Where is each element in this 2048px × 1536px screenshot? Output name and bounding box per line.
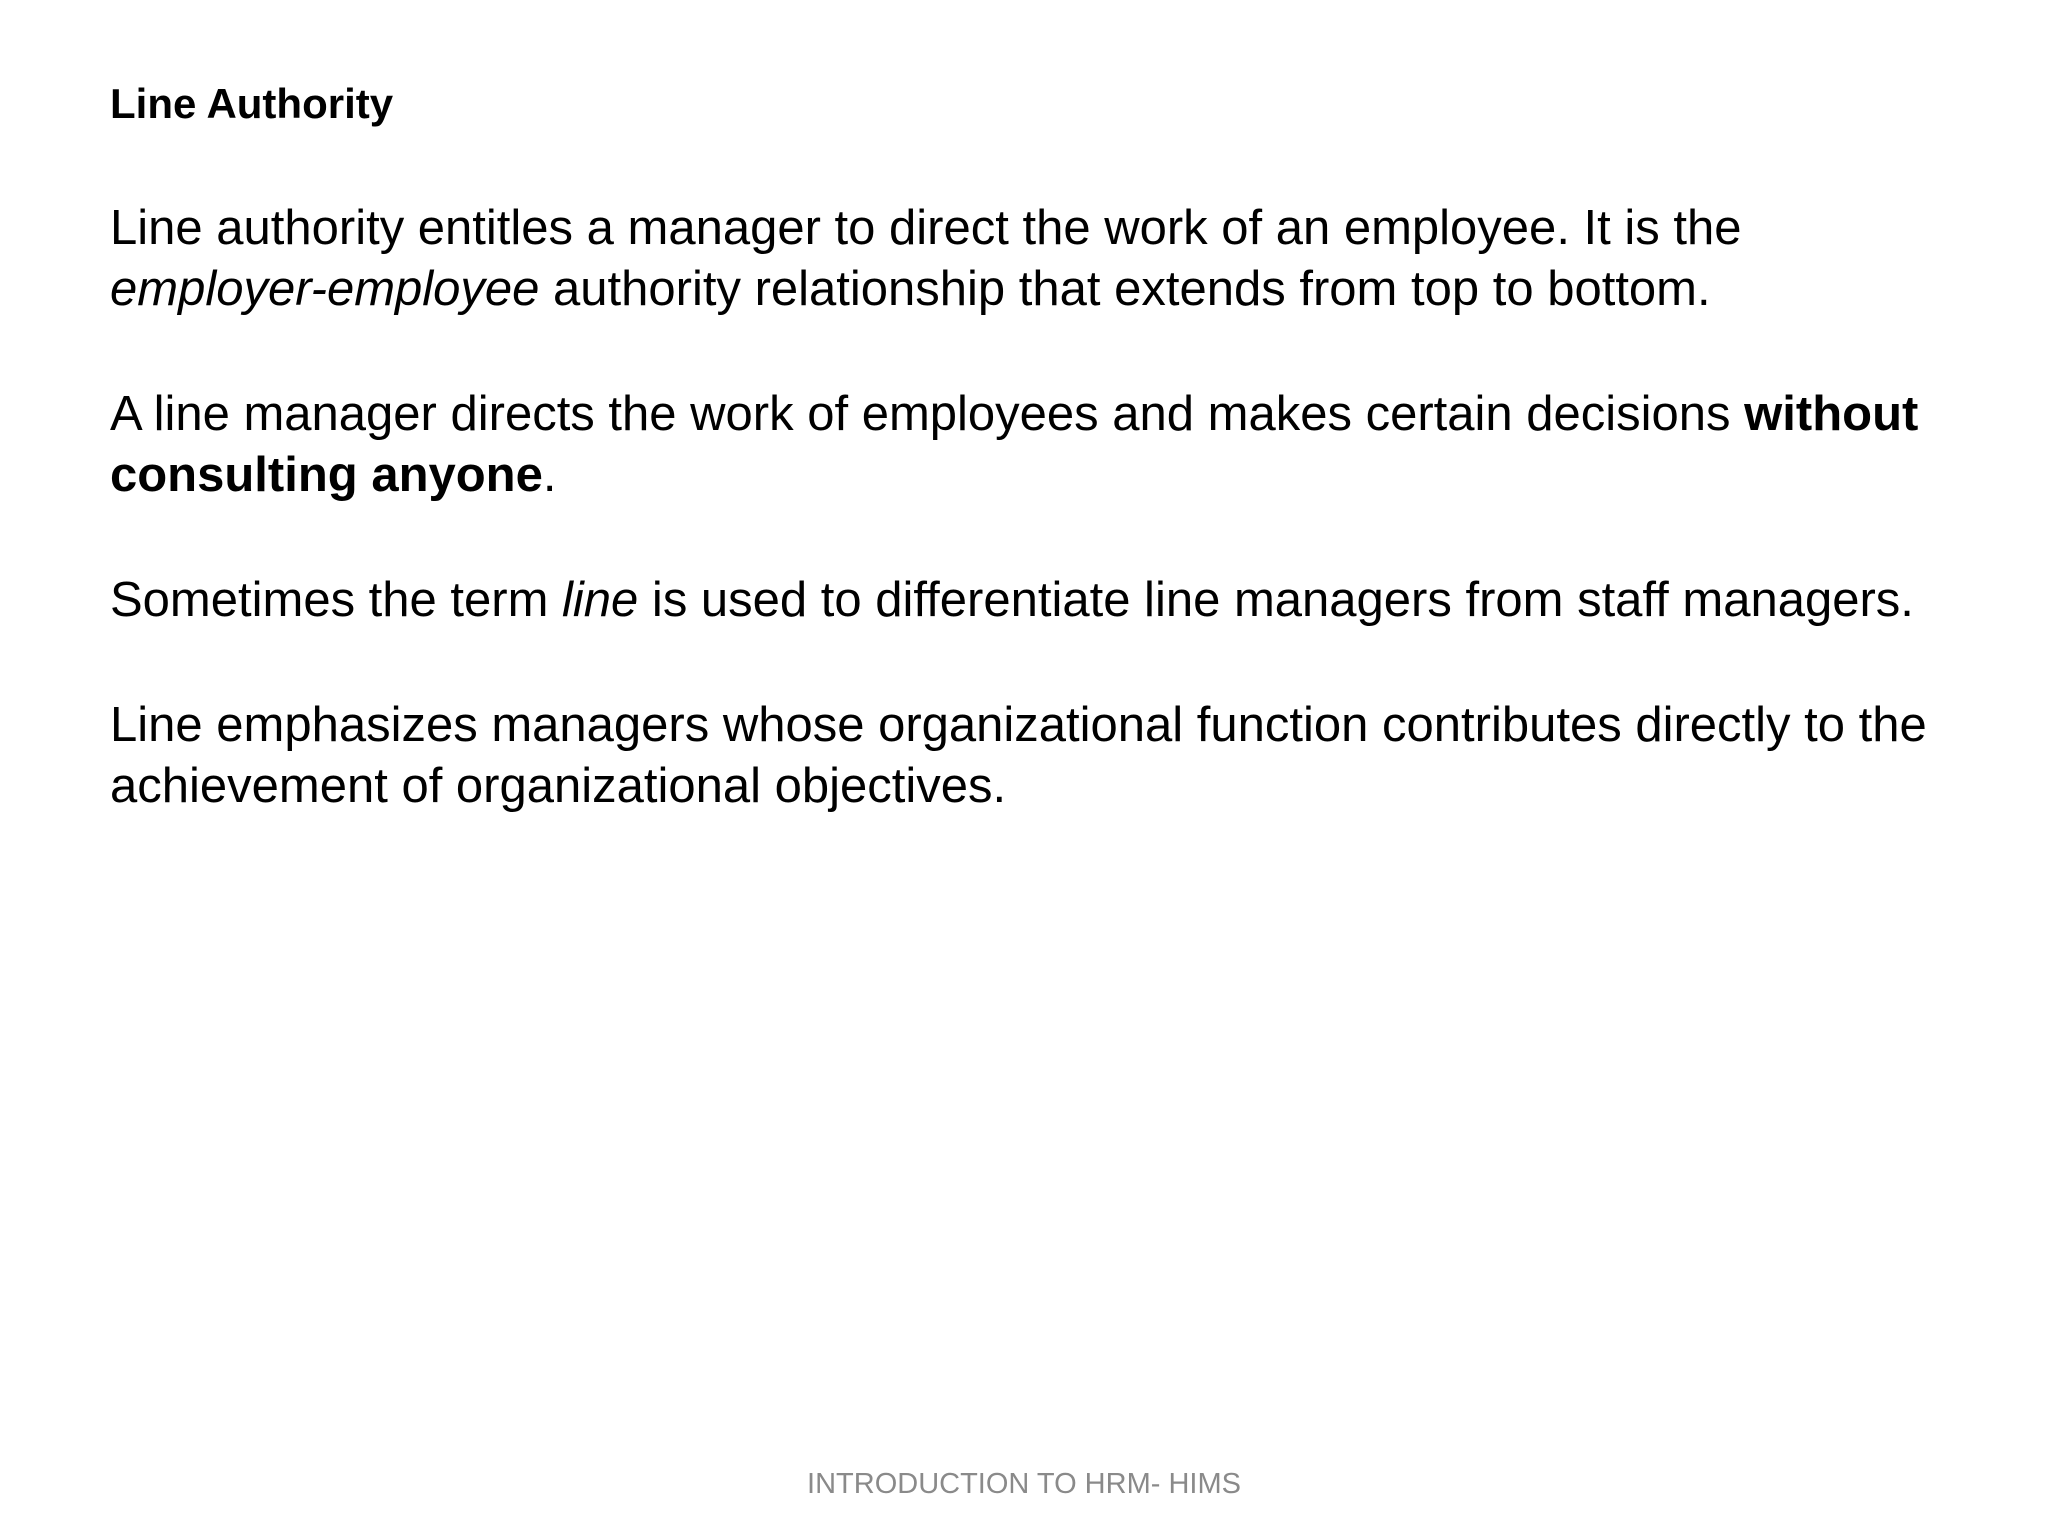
emphasis-employer-employee: employer-employee [110, 262, 540, 316]
paragraph-text: Sometimes the term [110, 573, 563, 627]
paragraph-text: authority relationship that extends from top to bottom. [539, 262, 1711, 316]
paragraph-text: is used to differentiate line managers from staff managers. [638, 573, 1914, 627]
paragraph-text: A line manager directs the work of employees and makes certain decisions [110, 387, 1745, 441]
paragraph-text: Line authority entitles a manager to direct the work of an employee. It is the [110, 201, 1742, 255]
slide-body [110, 198, 1970, 881]
strong-without-consulting: without consulting anyone [110, 387, 1919, 502]
paragraph-line-authority-definition [110, 198, 1970, 320]
paragraph-text: . [542, 448, 557, 502]
paragraph-line-emphasizes: Line emphasizes managers whose organizational function contributes directly to the achievement of organizational objectives. [110, 698, 1927, 813]
paragraph-term-line [110, 570, 1970, 631]
slide-title: Line Authority [110, 80, 394, 127]
paragraph-line-manager [110, 384, 1970, 506]
slide-footer: INTRODUCTION TO HRM- HIMS [807, 1468, 1241, 1500]
emphasis-line: line [562, 573, 639, 627]
